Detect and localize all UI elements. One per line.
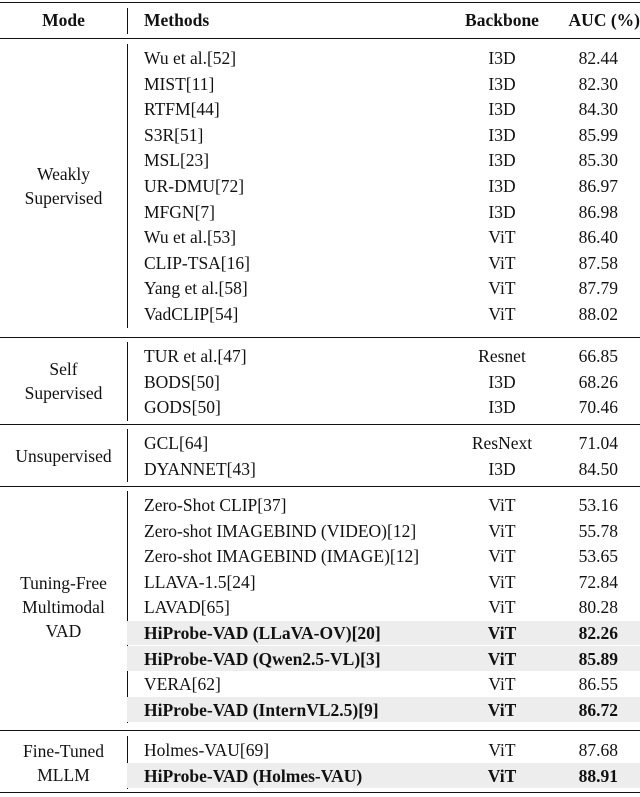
backbone-cell: I3D — [488, 99, 516, 120]
method-cell: HiProbe-VAD (InternVL2.5)[9] — [144, 699, 379, 720]
mode-label-weakly-supervised — [0, 162, 127, 210]
auc-cell: 86.97 — [578, 176, 618, 196]
group-rule — [0, 424, 640, 425]
auc-cell: 72.84 — [578, 571, 618, 592]
auc-cell: 87.58 — [578, 252, 618, 273]
auc-cell: 68.26 — [578, 371, 618, 392]
mode-label-unsupervised — [0, 444, 127, 468]
auc-cell: 82.30 — [578, 73, 618, 94]
bottom-rule — [0, 792, 640, 793]
backbone-cell: ViT — [488, 227, 516, 248]
method-cell: BODS[50] — [144, 371, 220, 392]
header-mode: Mode — [42, 10, 85, 30]
method-cell: S3R[51] — [144, 124, 204, 145]
auc-cell: 86.55 — [578, 674, 618, 695]
header-rule — [0, 38, 640, 39]
mode-label-line: Supervised — [24, 187, 103, 208]
header-auc: AUC (%) — [568, 10, 640, 30]
group-divider — [127, 342, 128, 421]
backbone-cell: I3D — [488, 124, 516, 145]
auc-cell: 84.50 — [578, 458, 618, 479]
backbone-cell: I3D — [488, 201, 516, 222]
backbone-cell: ViT — [488, 740, 516, 760]
backbone-cell: I3D — [488, 371, 516, 392]
auc-cell: 85.99 — [578, 124, 618, 145]
auc-cell: 84.30 — [578, 99, 618, 120]
backbone-cell: ViT — [487, 699, 517, 720]
auc-cell: 88.91 — [578, 765, 618, 786]
backbone-cell: I3D — [488, 150, 516, 171]
header-methods: Methods — [144, 10, 210, 30]
group-divider — [127, 44, 128, 328]
auc-cell: 86.40 — [578, 227, 618, 248]
backbone-cell: ViT — [488, 674, 516, 695]
mode-label-line: Fine-Tuned — [22, 740, 105, 761]
method-cell: Zero-shot IMAGEBIND (IMAGE)[12] — [144, 546, 420, 567]
backbone-cell: ViT — [488, 571, 516, 592]
mode-label-tuning-free-multimodal-vad — [0, 571, 127, 643]
method-cell: LLAVA-1.5[24] — [144, 571, 256, 592]
backbone-cell: I3D — [488, 73, 516, 94]
method-cell: HiProbe-VAD (Holmes-VAU) — [144, 765, 363, 786]
backbone-cell: ViT — [487, 765, 517, 786]
auc-cell: 71.04 — [578, 433, 618, 453]
header-backbone: Backbone — [465, 10, 539, 30]
top-rule — [0, 2, 640, 3]
method-cell: VadCLIP[54] — [144, 304, 239, 324]
group-divider — [127, 491, 128, 723]
backbone-cell: ViT — [488, 520, 516, 541]
method-cell: UR-DMU[72] — [144, 176, 245, 196]
mode-label-line: Unsupervised — [15, 445, 112, 466]
method-cell: Zero-Shot CLIP[37] — [144, 495, 287, 515]
mode-label-line: Tuning-Free — [20, 573, 107, 594]
backbone-cell: I3D — [488, 48, 516, 68]
backbone-cell: I3D — [488, 397, 516, 418]
method-cell: Zero-shot IMAGEBIND (VIDEO)[12] — [144, 520, 417, 541]
method-cell: Yang et al.[58] — [144, 278, 248, 299]
auc-cell: 70.46 — [578, 397, 618, 418]
mode-label-fine-tuned-mllm — [0, 739, 127, 787]
group-rule — [0, 337, 640, 338]
method-cell: MFGN[7] — [144, 201, 215, 222]
group-rule — [0, 486, 640, 487]
backbone-cell: ViT — [487, 648, 517, 669]
mode-label-line: Supervised — [24, 383, 103, 404]
backbone-cell: ViT — [487, 623, 517, 643]
backbone-cell: I3D — [488, 458, 516, 479]
mode-label-line: Weakly — [36, 163, 90, 184]
mode-label-line: MLLM — [37, 764, 90, 785]
method-cell: VERA[62] — [144, 674, 221, 695]
auc-cell: 80.28 — [578, 597, 618, 618]
method-cell: DYANNET[43] — [144, 458, 256, 479]
method-cell: GCL[64] — [144, 433, 209, 453]
backbone-cell: ResNext — [471, 433, 533, 453]
method-cell: Holmes-VAU[69] — [144, 740, 270, 760]
mode-label-self-supervised — [0, 357, 127, 405]
method-cell: TUR et al.[47] — [144, 346, 247, 366]
group-rule — [0, 730, 640, 731]
method-cell: Wu et al.[53] — [144, 227, 237, 248]
mode-label-line: Multimodal — [22, 597, 105, 618]
backbone-cell: ViT — [488, 495, 516, 515]
method-cell: HiProbe-VAD (Qwen2.5-VL)[3] — [144, 648, 381, 669]
backbone-cell: ViT — [488, 546, 516, 567]
auc-cell: 85.89 — [578, 648, 618, 669]
method-cell: Wu et al.[52] — [144, 48, 237, 68]
mode-label-line: Self — [49, 359, 78, 380]
auc-cell: 82.44 — [578, 48, 618, 68]
auc-cell: 53.16 — [578, 495, 618, 515]
auc-cell: 82.26 — [578, 623, 618, 643]
method-cell: MSL[23] — [144, 150, 210, 171]
auc-cell: 87.79 — [578, 278, 618, 299]
method-cell: HiProbe-VAD (LLaVA-OV)[20] — [144, 623, 381, 643]
auc-cell: 85.30 — [578, 150, 618, 171]
auc-cell: 88.02 — [578, 304, 618, 324]
group-divider — [127, 429, 128, 482]
method-cell: GODS[50] — [144, 397, 221, 418]
method-cell: RTFM[44] — [144, 99, 220, 120]
backbone-cell: Resnet — [478, 346, 526, 366]
backbone-cell: ViT — [488, 252, 516, 273]
backbone-cell: I3D — [488, 176, 516, 196]
auc-cell: 53.65 — [578, 546, 618, 567]
auc-cell: 66.85 — [578, 346, 618, 366]
method-cell: CLIP-TSA[16] — [144, 252, 250, 273]
backbone-cell: ViT — [488, 278, 516, 299]
mode-label-line: VAD — [45, 621, 82, 642]
backbone-cell: ViT — [488, 597, 516, 618]
auc-cell: 87.68 — [578, 740, 618, 760]
method-cell: LAVAD[65] — [144, 597, 230, 618]
method-cell: MIST[11] — [144, 73, 215, 94]
auc-cell: 86.72 — [578, 699, 618, 720]
auc-cell: 86.98 — [578, 201, 618, 222]
auc-cell: 55.78 — [578, 520, 618, 541]
header-divider — [127, 8, 128, 34]
backbone-cell: ViT — [488, 304, 516, 324]
